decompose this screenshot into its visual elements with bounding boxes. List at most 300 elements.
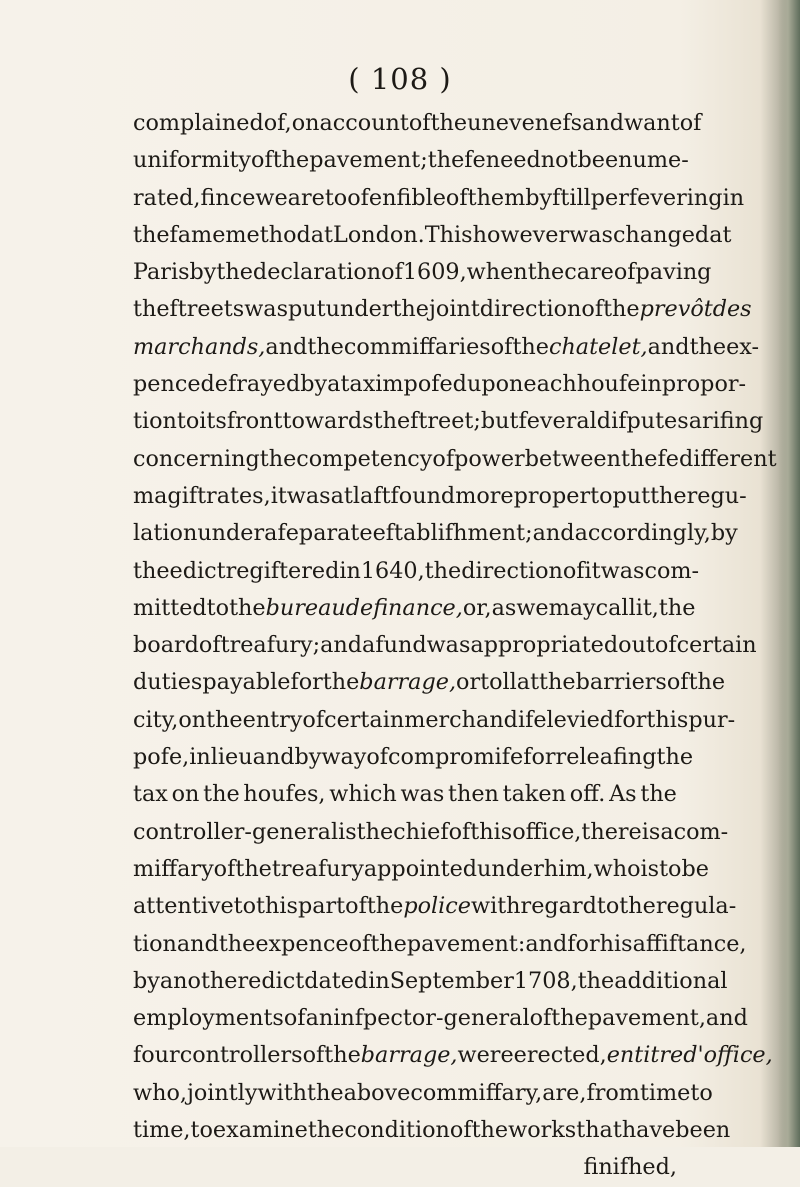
text-line xyxy=(133,1000,748,1037)
word: and xyxy=(176,930,219,957)
word: direction xyxy=(461,557,563,584)
word: we xyxy=(516,594,549,621)
word: tion xyxy=(133,930,177,957)
word: the xyxy=(373,408,411,435)
word: the xyxy=(324,1042,361,1069)
word: however xyxy=(472,221,570,248)
word: a xyxy=(264,520,278,547)
text-line xyxy=(133,403,764,440)
word: of xyxy=(348,930,371,957)
word: fund xyxy=(375,632,427,659)
word: of xyxy=(445,184,468,211)
word: finance, xyxy=(373,594,463,621)
word: edict xyxy=(169,557,226,584)
word: it, xyxy=(635,594,659,621)
word: out xyxy=(618,632,655,659)
word: ftreets xyxy=(169,296,245,323)
word: as xyxy=(491,594,517,621)
word: treafury; xyxy=(220,632,321,659)
word: on xyxy=(171,781,200,808)
word: proper xyxy=(513,482,591,509)
word: in xyxy=(368,967,390,994)
word: propor- xyxy=(661,371,747,398)
word: to xyxy=(659,855,682,882)
word: an xyxy=(305,1005,334,1032)
word: office, xyxy=(512,818,582,845)
word: regiftered xyxy=(225,557,340,584)
word: affiftance, xyxy=(632,930,747,957)
word: need xyxy=(485,147,541,174)
word: compromife xyxy=(388,744,524,771)
word: the xyxy=(650,482,687,509)
word: lieu xyxy=(210,744,253,771)
word: mitted xyxy=(133,594,207,621)
word: account xyxy=(319,110,409,136)
word: on xyxy=(178,706,207,733)
word: barrage, xyxy=(359,669,457,696)
word: finifhed, xyxy=(583,1154,677,1181)
word: the xyxy=(370,930,407,957)
word: of xyxy=(679,110,702,136)
word: the xyxy=(424,557,462,584)
word: to xyxy=(206,594,230,621)
word: at xyxy=(709,221,732,248)
word: off. xyxy=(569,781,606,808)
word: each xyxy=(523,371,577,398)
word: of xyxy=(198,632,221,659)
word: the xyxy=(392,296,429,323)
word: with xyxy=(257,1079,308,1106)
word: impofed xyxy=(375,371,467,398)
word: infpector-general xyxy=(333,1005,530,1032)
text-line xyxy=(133,291,752,328)
word: bureau xyxy=(265,594,346,621)
word: declaration xyxy=(252,259,382,286)
text-line xyxy=(133,515,738,552)
word: chatelet, xyxy=(548,333,648,360)
text-line xyxy=(133,105,702,142)
word: then xyxy=(448,781,499,808)
text-line xyxy=(133,553,700,590)
word: feveral xyxy=(518,408,597,435)
word: be xyxy=(681,855,709,882)
word: of xyxy=(381,259,403,286)
word: was xyxy=(426,632,471,659)
word: appointed xyxy=(363,855,478,882)
text-line xyxy=(133,926,747,963)
word: jointly xyxy=(186,1079,258,1106)
word: was xyxy=(569,221,613,248)
text-line xyxy=(133,627,757,664)
word: for xyxy=(523,744,556,771)
word: city, xyxy=(133,706,179,733)
word: power xyxy=(454,445,525,472)
word: this xyxy=(256,893,298,920)
word: erected, xyxy=(513,1042,607,1069)
text-line xyxy=(133,180,745,217)
word: in xyxy=(640,371,662,398)
word: found xyxy=(390,482,456,509)
text-line xyxy=(133,739,694,776)
word: from xyxy=(586,1079,640,1106)
word: were xyxy=(457,1042,514,1069)
word: the xyxy=(619,893,656,920)
word: that xyxy=(576,1117,622,1144)
word: for xyxy=(614,706,647,733)
word: under xyxy=(477,855,544,882)
word: perfevering xyxy=(590,184,723,211)
word: com- xyxy=(644,557,700,584)
word: of xyxy=(345,893,367,920)
word: the xyxy=(307,1079,344,1106)
word: Paris xyxy=(133,259,190,286)
word: to xyxy=(190,1117,213,1144)
word: be xyxy=(577,147,605,174)
word: feparate xyxy=(277,520,373,547)
word: This xyxy=(424,221,473,248)
word: the xyxy=(229,594,266,621)
word: police xyxy=(403,893,471,920)
word: the xyxy=(527,259,565,286)
word: time, xyxy=(133,1117,191,1144)
word: put xyxy=(288,296,326,323)
word: part xyxy=(297,893,346,920)
word: of xyxy=(366,744,389,771)
word: and xyxy=(647,333,690,360)
word: the xyxy=(133,296,170,323)
text-line xyxy=(133,329,759,366)
word: towards xyxy=(282,408,374,435)
word: a xyxy=(327,371,341,398)
word: not xyxy=(540,147,578,174)
word: the xyxy=(689,333,727,360)
word: unevenefs xyxy=(467,110,583,136)
word: the xyxy=(471,1117,509,1144)
word: of xyxy=(654,632,677,659)
word: of xyxy=(408,110,431,136)
word: complained xyxy=(133,110,264,136)
word: ex- xyxy=(726,333,759,360)
word: in xyxy=(722,184,745,211)
word: way xyxy=(321,744,367,771)
word: it xyxy=(584,557,601,584)
word: of xyxy=(562,557,585,584)
word: by xyxy=(189,259,217,286)
word: enume- xyxy=(604,147,689,174)
word: another xyxy=(159,967,249,994)
word: the xyxy=(322,669,360,696)
word: under xyxy=(197,520,265,547)
word: the xyxy=(259,445,297,472)
word: the xyxy=(356,818,394,845)
word: uniformity xyxy=(133,147,252,174)
word: at xyxy=(516,669,540,696)
word: 1609, xyxy=(402,259,467,286)
text-line xyxy=(133,478,747,515)
word: the xyxy=(656,744,694,771)
word: treafury xyxy=(271,855,364,882)
word: the xyxy=(206,706,243,733)
word: when xyxy=(466,259,528,286)
word: of xyxy=(448,818,471,845)
word: controller-general xyxy=(133,818,339,845)
word: who xyxy=(593,855,641,882)
word: call xyxy=(595,594,636,621)
word: of xyxy=(213,855,236,882)
word: payable xyxy=(202,669,291,696)
word: pur- xyxy=(688,706,736,733)
word: by xyxy=(133,967,160,994)
word: commiffaries xyxy=(343,333,491,360)
text-line xyxy=(133,776,677,813)
word: rated, xyxy=(133,184,201,211)
word: the xyxy=(235,855,272,882)
word: for xyxy=(290,669,323,696)
word: 1708, xyxy=(513,967,578,994)
word: with xyxy=(471,893,521,920)
word: edict xyxy=(248,967,305,994)
text-line xyxy=(133,664,726,701)
word: was xyxy=(286,482,331,509)
word: above xyxy=(343,1079,411,1106)
word: ftreet; xyxy=(410,408,481,435)
word: miffary xyxy=(133,855,214,882)
word: barrage, xyxy=(360,1042,458,1069)
word: of xyxy=(302,1042,325,1069)
word: tax xyxy=(133,781,168,808)
word: is xyxy=(641,818,661,845)
word: been xyxy=(675,1117,731,1144)
word: him, xyxy=(543,855,594,882)
word: commiffary, xyxy=(410,1079,543,1106)
word: thefe xyxy=(427,147,486,174)
word: the xyxy=(539,669,576,696)
word: magiftrates, xyxy=(133,482,271,509)
word: its xyxy=(199,408,227,435)
word: too xyxy=(324,184,361,211)
word: have xyxy=(621,1117,676,1144)
word: to xyxy=(590,482,613,509)
word: of, xyxy=(263,110,292,136)
word: pofe, xyxy=(133,744,190,771)
word: the xyxy=(640,781,677,808)
word: concerning xyxy=(133,445,260,472)
word: and xyxy=(525,930,568,957)
word: more xyxy=(455,482,514,509)
word: upon xyxy=(466,371,524,398)
word: there xyxy=(581,818,642,845)
word: the xyxy=(133,221,170,248)
word: releafing xyxy=(555,744,657,771)
text-line xyxy=(133,142,689,179)
word: and xyxy=(320,632,363,659)
word: des xyxy=(712,296,752,323)
word: the xyxy=(307,333,344,360)
word: As xyxy=(609,781,637,808)
word: certain xyxy=(676,632,757,659)
word: want xyxy=(623,110,680,136)
word: to xyxy=(176,408,200,435)
word: thefe xyxy=(620,445,679,472)
word: de xyxy=(345,594,374,621)
text-line xyxy=(133,217,732,254)
word: a xyxy=(660,818,674,845)
text-line xyxy=(133,1075,713,1112)
word: tion xyxy=(133,408,177,435)
word: it xyxy=(270,482,287,509)
word: for xyxy=(567,930,600,957)
word: chief xyxy=(393,818,449,845)
word: by xyxy=(710,520,738,547)
word: controllers xyxy=(179,1042,303,1069)
word: prevôt xyxy=(639,296,713,323)
word: duties xyxy=(133,669,203,696)
word: of xyxy=(302,706,325,733)
page-edge-shadow xyxy=(778,0,800,1147)
word: the xyxy=(430,110,468,136)
text-line xyxy=(133,366,747,403)
word: examine xyxy=(212,1117,308,1144)
word: or, xyxy=(462,594,492,621)
text-line xyxy=(133,963,728,1000)
text-line xyxy=(133,1037,773,1074)
word: changed xyxy=(612,221,710,248)
word: the xyxy=(218,930,256,957)
word: in xyxy=(339,557,361,584)
word: and xyxy=(582,110,624,136)
word: barriers xyxy=(575,669,667,696)
word: by xyxy=(525,184,553,211)
word: ftill xyxy=(552,184,591,211)
word: arifing xyxy=(688,408,764,435)
word: was xyxy=(600,557,645,584)
word: works xyxy=(508,1117,577,1144)
word: levied xyxy=(546,706,615,733)
text-line xyxy=(133,1149,677,1186)
word: in xyxy=(189,744,211,771)
word: are xyxy=(287,184,325,211)
word: regu- xyxy=(686,482,747,509)
word: the xyxy=(512,333,549,360)
word: of xyxy=(666,669,689,696)
text-line xyxy=(133,441,777,478)
word: the xyxy=(366,893,404,920)
text-line xyxy=(133,851,709,888)
word: of xyxy=(490,333,513,360)
word: four xyxy=(133,1042,180,1069)
text-line xyxy=(133,888,737,925)
word: London. xyxy=(333,221,425,248)
word: expence xyxy=(255,930,349,957)
word: houfes, xyxy=(243,781,326,808)
word: different xyxy=(678,445,777,472)
word: com- xyxy=(673,818,729,845)
word: of xyxy=(529,1005,552,1032)
word: to xyxy=(233,893,257,920)
word: between xyxy=(524,445,621,472)
word: the xyxy=(216,259,253,286)
word: and xyxy=(265,333,308,360)
word: to xyxy=(596,893,620,920)
word: or xyxy=(456,669,481,696)
word: and xyxy=(705,1005,748,1032)
word: paving xyxy=(635,259,712,286)
word: of xyxy=(432,445,455,472)
word: the xyxy=(551,1005,588,1032)
word: of xyxy=(613,259,636,286)
word: 1640, xyxy=(360,557,425,584)
word: entry xyxy=(242,706,303,733)
word: taken xyxy=(502,781,566,808)
word: the xyxy=(658,594,696,621)
word: laft xyxy=(352,482,391,509)
word: was xyxy=(400,781,445,808)
word: marchands, xyxy=(133,333,266,360)
word: is xyxy=(338,818,357,845)
word: titre xyxy=(634,1042,684,1069)
body-text xyxy=(133,105,777,1187)
word: pavement: xyxy=(406,930,526,957)
word: front xyxy=(226,408,283,435)
word: condition xyxy=(344,1117,450,1144)
word: method xyxy=(225,221,311,248)
word: accordingly, xyxy=(574,520,711,547)
word: care xyxy=(564,259,614,286)
word: of xyxy=(283,1005,306,1032)
word: the xyxy=(577,967,615,994)
word: eftablifhment; xyxy=(372,520,533,547)
word: fince xyxy=(200,184,256,211)
word: of xyxy=(251,147,273,174)
word: competency xyxy=(296,445,433,472)
text-line xyxy=(133,814,729,851)
word: his xyxy=(599,930,633,957)
word: put xyxy=(612,482,651,509)
word: a xyxy=(362,632,376,659)
word: the xyxy=(307,1117,345,1144)
word: fenfible xyxy=(360,184,446,211)
word: at xyxy=(310,221,334,248)
word: of xyxy=(581,296,604,323)
word: pavement; xyxy=(309,147,428,174)
word: additional xyxy=(614,967,728,994)
word: is xyxy=(640,855,660,882)
word: and xyxy=(532,520,575,547)
text-line xyxy=(133,1112,731,1149)
word: them xyxy=(467,184,526,211)
word: by xyxy=(300,371,328,398)
word: but xyxy=(480,408,519,435)
word: at xyxy=(330,482,353,509)
word: was xyxy=(244,296,289,323)
word: pence xyxy=(133,371,201,398)
word: appropriated xyxy=(470,632,619,659)
word: the xyxy=(603,296,640,323)
word: the xyxy=(272,147,310,174)
word: board xyxy=(133,632,199,659)
word: of xyxy=(449,1117,472,1144)
word: may xyxy=(548,594,596,621)
word: the xyxy=(133,557,170,584)
word: the xyxy=(688,669,726,696)
word: en xyxy=(606,1042,635,1069)
word: toll xyxy=(480,669,517,696)
word: on xyxy=(291,110,320,136)
word: this xyxy=(646,706,689,733)
word: this xyxy=(470,818,513,845)
word: employments xyxy=(133,1005,284,1032)
word: lation xyxy=(133,520,198,547)
